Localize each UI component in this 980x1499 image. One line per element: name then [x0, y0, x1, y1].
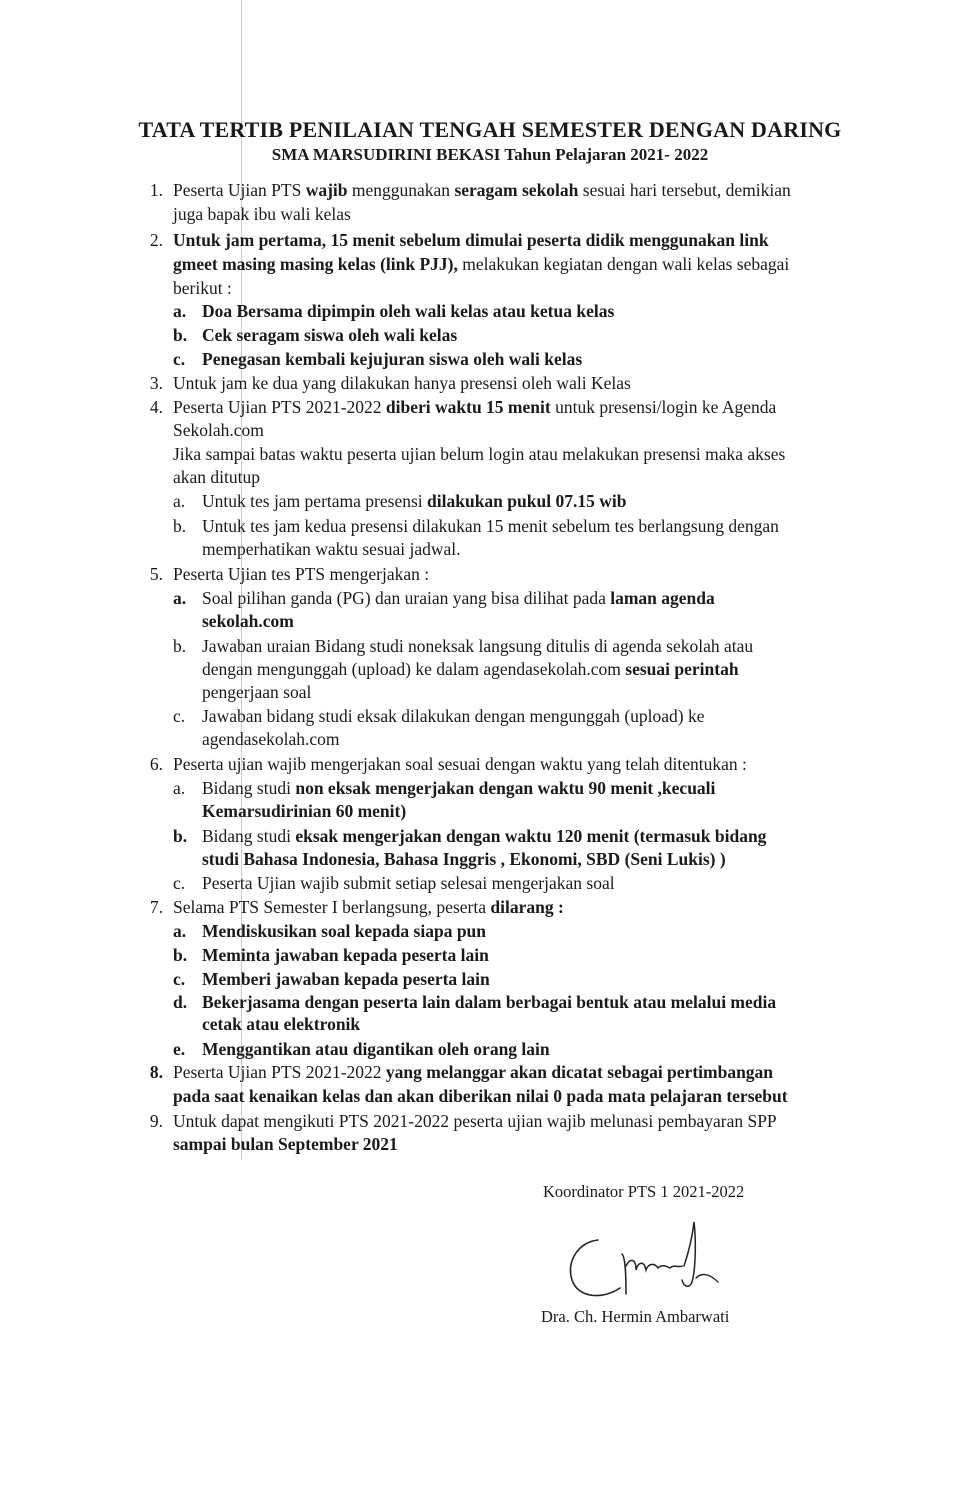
- sub-item-marker: a.: [173, 588, 187, 608]
- sub-item: studi Bahasa Indonesia, Bahasa Inggris , Ekonomi, SBD (Seni Lukis) ): [202, 849, 726, 869]
- text-bold: sesuai perintah: [625, 659, 739, 679]
- text: Peserta Ujian PTS: [173, 180, 306, 200]
- sub-item-marker: a.: [173, 301, 187, 321]
- list-item-line: [173, 1061, 773, 1083]
- sub-item: pengerjaan soal: [202, 682, 312, 702]
- list-item-line: berikut :: [173, 278, 232, 298]
- text-bold: gmeet masing masing kelas (link PJJ),: [173, 254, 458, 274]
- sub-item-marker: b.: [173, 826, 188, 846]
- sub-item: Peserta Ujian wajib submit setiap selesai mengerjakan soal: [202, 873, 615, 893]
- sub-item: Cek seragam siswa oleh wali kelas: [202, 325, 458, 345]
- handwritten-signature: [560, 1218, 740, 1308]
- list-item-line: [173, 179, 791, 201]
- list-item-line: sampai bulan September 2021: [173, 1134, 398, 1154]
- signatory-role: Koordinator PTS 1 2021-2022: [543, 1182, 745, 1201]
- sub-item: cetak atau elektronik: [202, 1014, 361, 1034]
- sub-item-marker: c.: [173, 349, 186, 369]
- list-item-line: Untuk jam ke dua yang dilakukan hanya presensi oleh wali Kelas: [173, 373, 631, 393]
- text-bold: laman agenda: [610, 588, 715, 608]
- text-bold: yang melanggar akan dicatat sebagai pertimbangan: [385, 1062, 774, 1082]
- sub-item: Untuk tes jam kedua presensi dilakukan 15 menit sebelum tes berlangsung dengan: [202, 516, 779, 536]
- sub-item-marker: c.: [173, 969, 186, 989]
- item-number: 4.: [149, 397, 163, 417]
- list-item-line: akan ditutup: [173, 467, 260, 487]
- sub-item: Mendiskusikan soal kepada siapa pun: [202, 921, 487, 941]
- sub-item: Jawaban uraian Bidang studi noneksak langsung ditulis di agenda sekolah atau: [202, 636, 754, 656]
- item-number: 5.: [149, 564, 163, 584]
- text-bold: diberi waktu 15 menit: [385, 397, 551, 417]
- item-number: 1.: [149, 180, 163, 200]
- sub-item: Menggantikan atau digantikan oleh orang lain: [202, 1039, 550, 1059]
- sub-item-marker: a.: [173, 491, 186, 511]
- list-item-line: [173, 896, 564, 918]
- text: untuk presensi/login ke Agenda: [550, 397, 777, 417]
- text: Bidang studi: [202, 826, 296, 846]
- item-number: 8.: [149, 1062, 163, 1082]
- sub-item-marker: a.: [173, 778, 186, 798]
- sub-item: agendasekolah.com: [202, 729, 340, 749]
- sub-item-marker: b.: [173, 516, 187, 536]
- sub-item: [202, 825, 766, 847]
- list-item-line: Untuk jam pertama, 15 menit sebelum dimulai peserta didik menggunakan link: [173, 230, 769, 250]
- sub-item-marker: b.: [173, 945, 188, 965]
- item-number: 2.: [149, 230, 163, 250]
- text: Selama PTS Semester I berlangsung, peserta: [173, 897, 491, 917]
- text: Bidang studi: [202, 778, 296, 798]
- signatory-name: Dra. Ch. Hermin Ambarwati: [541, 1307, 730, 1326]
- list-item-line: [173, 396, 776, 418]
- text: dengan mengunggah (upload) ke dalam agendasekolah.com: [202, 659, 626, 679]
- list-item-line: Sekolah.com: [173, 420, 264, 440]
- sub-item: sekolah.com: [202, 611, 294, 631]
- text: Peserta Ujian PTS 2021-2022: [173, 397, 386, 417]
- sub-item: [202, 587, 715, 609]
- text-bold: dilarang :: [490, 897, 564, 917]
- sub-item: [202, 490, 626, 512]
- text: Soal pilihan ganda (PG) dan uraian yang bisa dilihat pada: [202, 588, 611, 608]
- sub-item: Bekerjasama dengan peserta lain dalam berbagai bentuk atau melalui media: [202, 992, 777, 1012]
- list-item-line: Untuk dapat mengikuti PTS 2021-2022 peserta ujian wajib melunasi pembayaran SPP: [173, 1111, 777, 1131]
- text: Peserta Ujian PTS 2021-2022: [173, 1062, 386, 1082]
- list-item-line: Peserta ujian wajib mengerjakan soal sesuai dengan waktu yang telah ditentukan :: [173, 754, 747, 774]
- item-number: 9.: [149, 1111, 163, 1131]
- sub-item: [202, 777, 715, 799]
- list-item-line: pada saat kenaikan kelas dan akan diberikan nilai 0 pada mata pelajaran tersebut: [173, 1086, 788, 1106]
- sub-item-marker: d.: [173, 992, 188, 1012]
- sub-item-marker: b.: [173, 325, 188, 345]
- sub-item: Kemarsudirinian 60 menit): [202, 801, 407, 821]
- sub-item: Penegasan kembali kejujuran siswa oleh wali kelas: [202, 349, 583, 369]
- sub-item: Memberi jawaban kepada peserta lain: [202, 969, 490, 989]
- text-bold: eksak mengerjakan dengan waktu 120 menit (termasuk bidang: [295, 826, 767, 846]
- text: sesuai hari tersebut, demikian: [578, 180, 791, 200]
- document-title: TATA TERTIB PENILAIAN TENGAH SEMESTER DENGAN DARING: [138, 117, 842, 142]
- item-number: 3.: [149, 373, 163, 393]
- sub-item-marker: b.: [173, 636, 187, 656]
- sub-item-marker: e.: [173, 1039, 186, 1059]
- list-item-line: juga bapak ibu wali kelas: [173, 204, 351, 224]
- sub-item-marker: c.: [173, 873, 186, 893]
- sub-item: Jawaban bidang studi eksak dilakukan dengan mengunggah (upload) ke: [202, 706, 705, 726]
- sub-item: memperhatikan waktu sesuai jadwal.: [202, 539, 461, 559]
- list-item-line: Jika sampai batas waktu peserta ujian belum login atau melakukan presensi maka akses: [173, 444, 786, 464]
- sub-item: Doa Bersama dipimpin oleh wali kelas atau ketua kelas: [202, 301, 615, 321]
- item-number: 7.: [149, 897, 163, 917]
- text-bold: non eksak mengerjakan dengan waktu 90 menit ,kecuali: [295, 778, 716, 798]
- list-item-line: [173, 253, 789, 275]
- sub-item: Meminta jawaban kepada peserta lain: [202, 945, 489, 965]
- text-bold: dilakukan pukul 07.15 wib: [427, 491, 627, 511]
- list-item-line: Peserta Ujian tes PTS mengerjakan :: [173, 564, 430, 584]
- sub-item: [202, 658, 739, 680]
- item-number: 6.: [149, 754, 163, 774]
- text: Untuk tes jam pertama presensi: [202, 491, 428, 511]
- text-bold: seragam sekolah: [454, 180, 579, 200]
- document-subtitle: SMA MARSUDIRINI BEKASI Tahun Pelajaran 2021- 2022: [271, 145, 709, 164]
- sub-item-marker: c.: [173, 706, 186, 726]
- text: melakukan kegiatan dengan wali kelas sebagai: [457, 254, 790, 274]
- text: menggunakan: [347, 180, 455, 200]
- text-bold: wajib: [305, 180, 348, 200]
- sub-item-marker: a.: [173, 921, 187, 941]
